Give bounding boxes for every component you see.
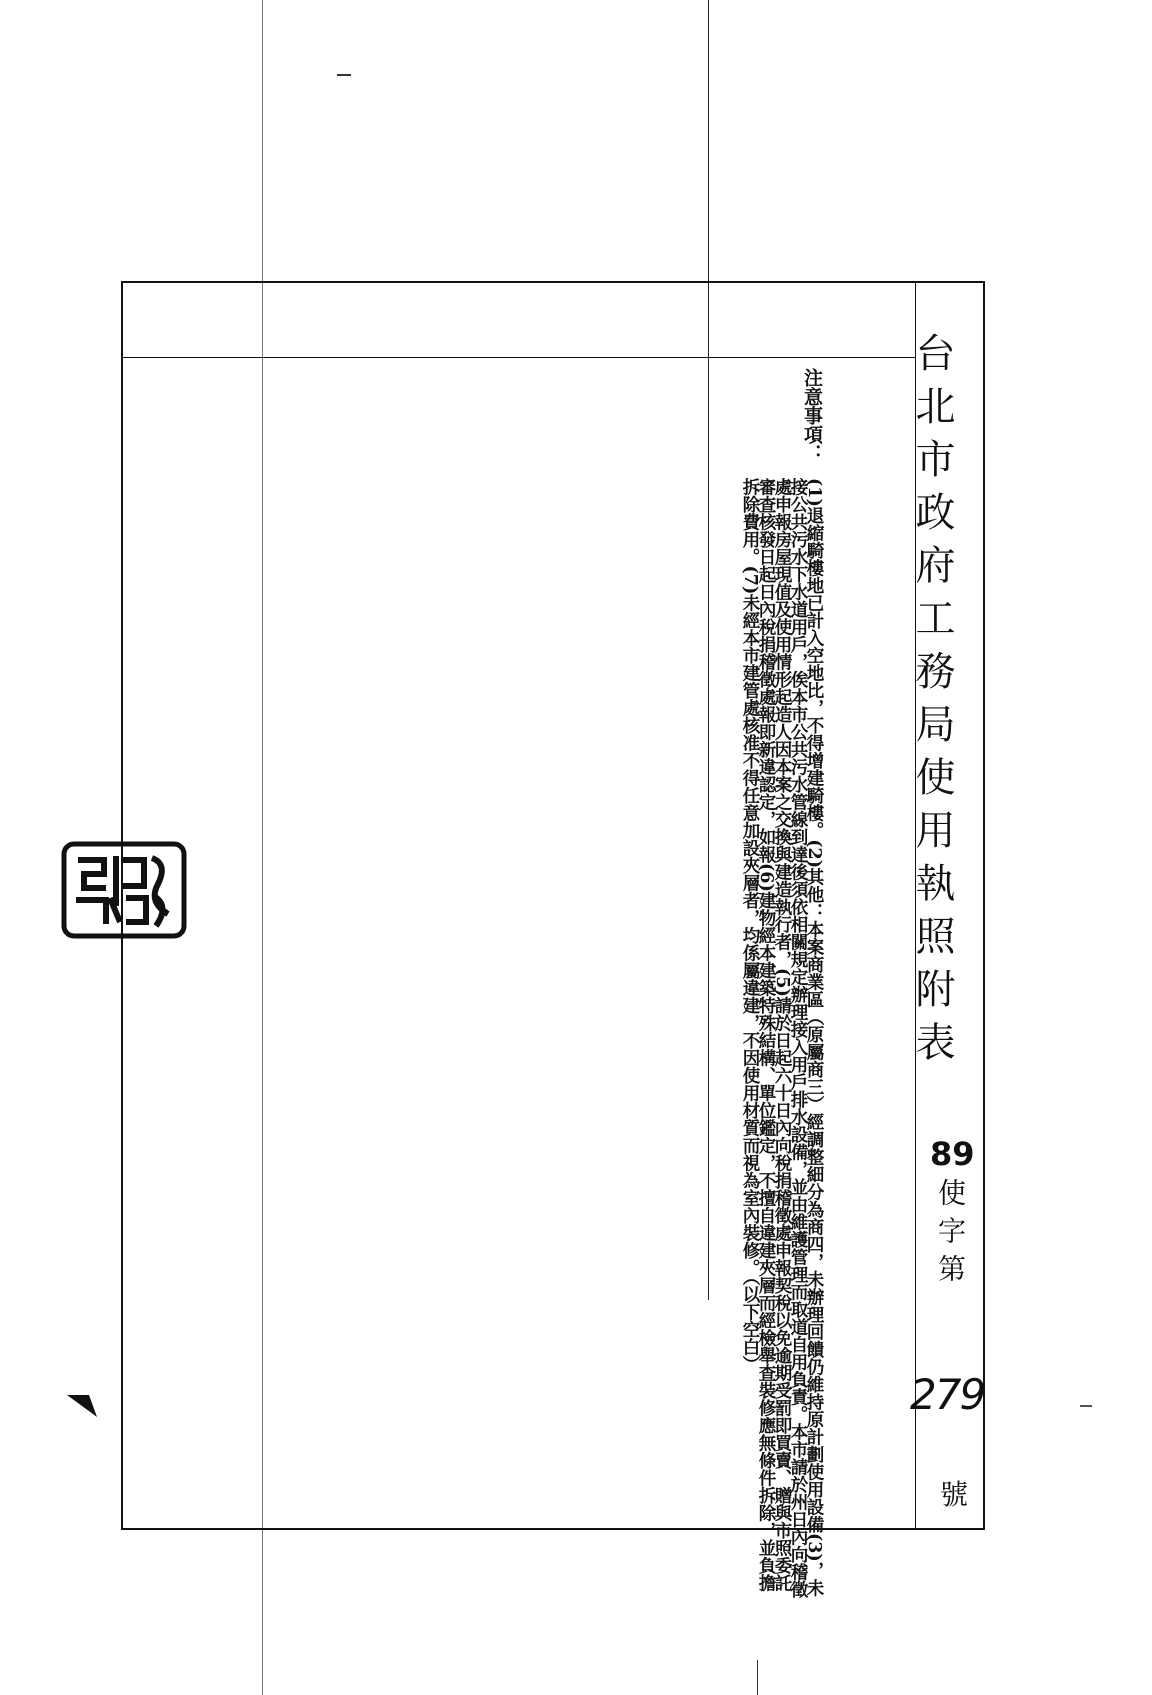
scan-dash-top: [337, 74, 351, 76]
license-suffix: 號: [940, 1478, 969, 1511]
scan-dash-right: [1080, 1405, 1092, 1407]
scan-fold-line-bottom: [757, 1660, 758, 1695]
registration-mark-icon: [67, 1395, 97, 1417]
license-year: 89: [930, 1135, 975, 1173]
document-title: 台北市政府工務局使用執照附表: [909, 332, 955, 1074]
license-handwritten-number: 279: [910, 1370, 985, 1419]
header-rule: [123, 357, 915, 358]
notes-body: (1)退縮騎樓地已計入空地比，不得增建騎樓。(2)其他：本案商業區（原屬商三）經調整細分為商四，未辦理回饋仍維持原計劃使用設備(3)，未接公共污水下水道用戶，俟本市公共污水管線到達後須依相關規定辦理接入用戶排水設備，並由維護管理而取道自用負責。本市請於州日內向稽徵處申報房屋現值及使用情形起造人因本案之交換與建造執行者，(5)請於日起六十日內向稅捐稽徵處申報契稅以免逾期受罰即買賣、贈與市照委託審查核發日起日內稅捐稽徵處報即新違認定，如報(6)建物經本建築特殊結構、單位鑑定，不擅自違建夾層而經檢舉查裝修應無條件拆除，並負擔拆除費用。(7)未經本市建管處核准不得任意加設夾層者，均係屬違建，不因使用材質而視為室內裝修。（以下空白）: [740, 478, 824, 1598]
seal-stamp-icon: [60, 838, 188, 942]
document-frame: [121, 281, 985, 1530]
license-prefix: 使字第: [934, 1178, 967, 1292]
notes-heading: 注意事項：: [801, 368, 823, 463]
